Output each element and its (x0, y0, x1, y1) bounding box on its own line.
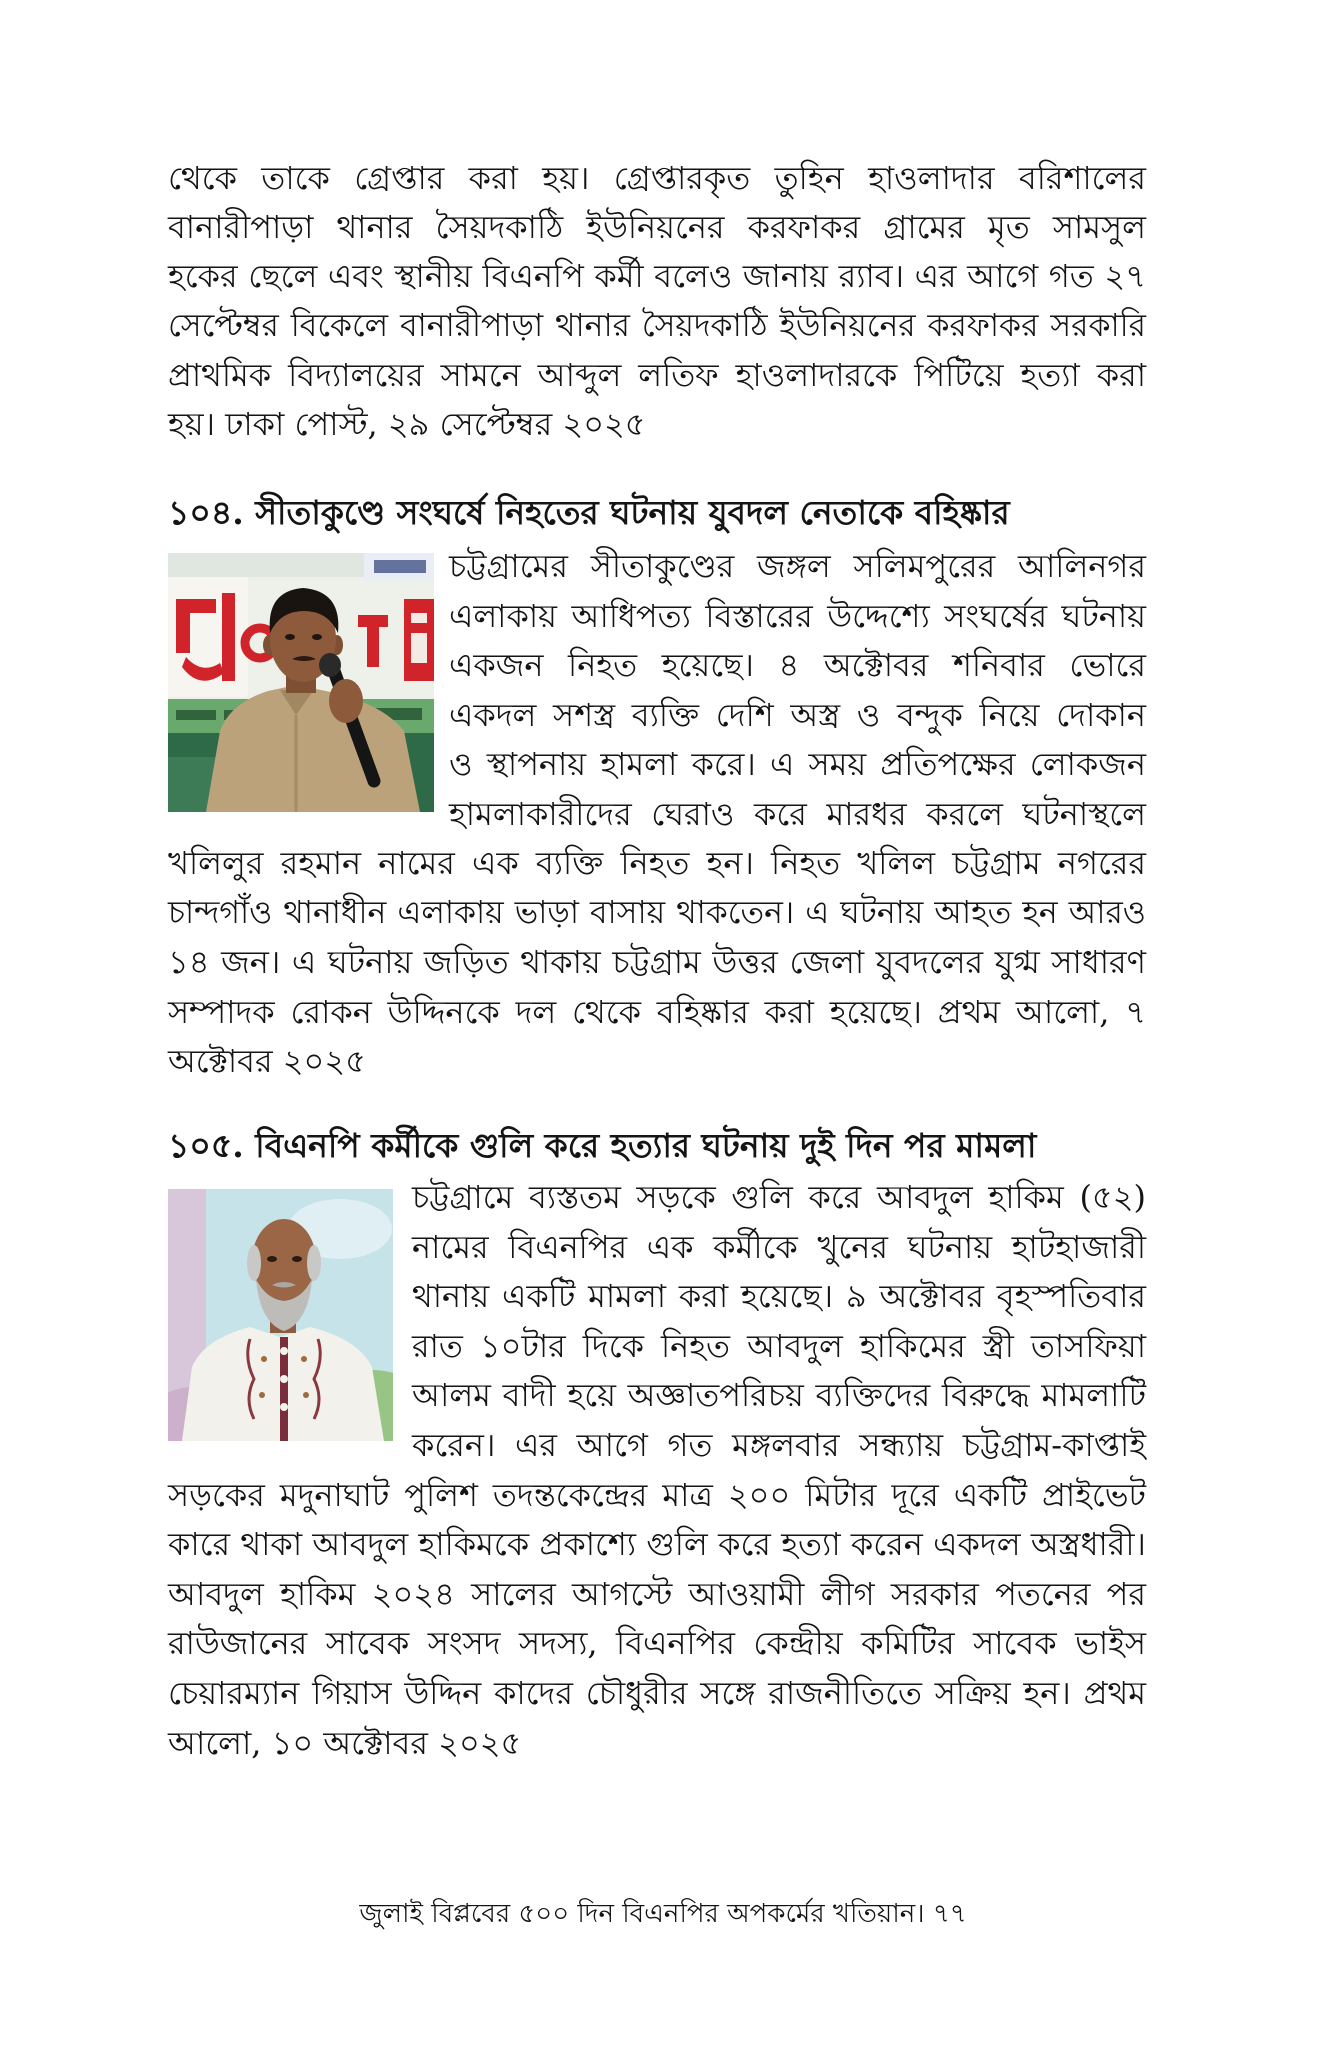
text-line: চট্টগ্রামের সীতাকুণ্ডের জঙ্গল সলিমপুরের আলিনগর (449, 547, 1146, 585)
entry-105-body (168, 1173, 1146, 1768)
text-line: রাত ১০টার দিকে নিহত আবদুল হাকিমের স্ত্রী তাসফিয়া (412, 1326, 1146, 1365)
page-number: ৭৭ (932, 1899, 967, 1929)
continued-paragraph (168, 154, 1146, 449)
text-line: কারে থাকা আবদুল হাকিমকে প্রকাশ্যে গুলি করে হত্যা করেন একদল অস্ত্রধারী। (168, 1525, 1146, 1564)
entry-heading-104: ১০৪. সীতাকুণ্ডে সংঘর্ষে নিহতের ঘটনায় যুবদল নেতাকে বহিষ্কার (168, 493, 1010, 532)
text-line: একজন নিহত হয়েছে। ৪ অক্টোবর শনিবার ভোরে (449, 646, 1146, 684)
text-line: সম্পাদক রোকন উদ্দিনকে দল থেকে বহিষ্কার করা হয়েছে। প্রথম আলো, ৭ (168, 992, 1146, 1031)
book-title: জুলাই বিপ্লবের ৫০০ দিন বিএনপির অপকর্মের খতিয়ান। (359, 1899, 925, 1929)
text-line: আবদুল হাকিম ২০২৪ সালের আগস্টে আওয়ামী লীগ সরকার পতনের পর (168, 1574, 1146, 1613)
text-line: চান্দগাঁও থানাধীন এলাকায় ভাড়া বাসায় থাকতেন। এ ঘটনায় আহত হন আরও (168, 894, 1146, 931)
text-line: হয়। ঢাকা পোস্ট, ২৯ সেপ্টেম্বর ২০২৫ (168, 405, 646, 444)
text-line: সড়কের মদুনাঘাট পুলিশ তদন্তকেন্দ্রের মাত্র ২০০ মিটার দূরে একটি প্রাইভেট (168, 1475, 1146, 1514)
text-line: হামলাকারীদের ঘেরাও করে মারধর করলে ঘটনাস্থলে (449, 794, 1146, 833)
text-line: সেপ্টেম্বর বিকেলে বানারীপাড়া থানার সৈয়দকাঠি ইউনিয়নের করফাকর সরকারি (168, 307, 1146, 344)
text-line: নামের বিএনপির এক কর্মীকে খুনের ঘটনায় হাটহাজারী (412, 1227, 1146, 1266)
entry-104-body (168, 542, 1146, 1087)
entry-heading-105: ১০৫. বিএনপি কর্মীকে গুলি করে হত্যার ঘটনায় দুই দিন পর মামলা (168, 1126, 1037, 1165)
text-line: হকের ছেলে এবং স্থানীয় বিএনপি কর্মী বলেও জানায় র‍্যাব। এর আগে গত ২৭ (168, 257, 1146, 296)
text-line: এলাকায় আধিপত্য বিস্তারের উদ্দেশ্যে সংঘর্ষের ঘটনায় (449, 596, 1146, 635)
text-line: চেয়ারম্যান গিয়াস উদ্দিন কাদের চৌধুরীর সঙ্গে রাজনীতিতে সক্রিয় হন। প্রথম (168, 1673, 1146, 1712)
text-line: একদল সশস্ত্র ব্যক্তি দেশি অস্ত্র ও বন্দুক নিয়ে দোকান (449, 695, 1146, 734)
text-line: থানায় একটি মামলা করা হয়েছে। ৯ অক্টোবর বৃহস্পতিবার (412, 1277, 1146, 1316)
text-line: অক্টোবর ২০২৫ (168, 1042, 366, 1080)
text-line: প্রাথমিক বিদ্যালয়ের সামনে আব্দুল লতিফ হাওলাদারকে পিটিয়ে হত্যা করা (168, 355, 1146, 394)
text-line: আলো, ১০ অক্টোবর ২০২৫ (168, 1723, 522, 1762)
text-line: বানারীপাড়া থানার সৈয়দকাঠি ইউনিয়নের করফাকর গ্রামের মৃত সামসুল (168, 208, 1146, 247)
text-line: ও স্থাপনায় হামলা করে। এ সময় প্রতিপক্ষের লোকজন (449, 745, 1146, 783)
text-line: করেন। এর আগে গত মঙ্গলবার সন্ধ্যায় চট্টগ্রাম-কাপ্তাই (412, 1425, 1146, 1464)
text-line: চট্টগ্রামে ব্যস্ততম সড়কে গুলি করে আবদুল হাকিম (৫২) (412, 1178, 1146, 1216)
text-line: থেকে তাকে গ্রেপ্তার করা হয়। গ্রেপ্তারকৃত তুহিন হাওলাদার বরিশালের (168, 159, 1146, 197)
text-line: আলম বাদী হয়ে অজ্ঞাতপরিচয় ব্যক্তিদের বিরুদ্ধে মামলাটি (412, 1376, 1146, 1415)
text-line: রাউজানের সাবেক সংসদ সদস্য, বিএনপির কেন্দ্রীয় কমিটির সাবেক ভাইস (168, 1624, 1146, 1663)
text-line: ১৪ জন। এ ঘটনায় জড়িত থাকায় চট্টগ্রাম উত্তর জেলা যুবদলের যুগ্ম সাধারণ (168, 943, 1146, 981)
page-footer (0, 1893, 1326, 1935)
text-line: খলিলুর রহমান নামের এক ব্যক্তি নিহত হন। নিহত খলিল চট্টগ্রাম নগরের (168, 844, 1146, 882)
